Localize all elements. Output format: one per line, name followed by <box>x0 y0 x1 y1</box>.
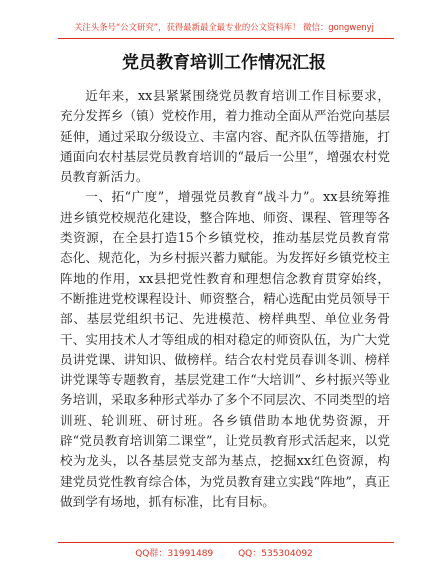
paragraph-intro: 近年来，xx县紧紧围绕党员教育培训工作目标要求，充分发挥乡（镇）党校作用，着力推动全面从严治党向基层延伸，通过采取分级设立、丰富内容、配齐队伍等措施，打通面向农村基层党员教育培训的“最后一公里”，增强农村党员教育新活力。 <box>60 88 390 185</box>
header-banner: 关注头条号“公文研究”，获得最新最全最专业的公文资料库！ 微信：gongwenyj <box>74 22 374 32</box>
header-divider <box>58 38 394 39</box>
footer-divider <box>58 542 394 543</box>
footer-qq: QQ：535304092 <box>238 549 313 559</box>
document-title: 党员教育培训工作情况汇报 <box>122 53 326 73</box>
paragraph-section-one: 一、拓“广度”，增强党员教育“战斗力”。xx县统筹推进乡镇党校规范化建设，整合阵地、师资、课程、管理等各类资源，在全县打造15个乡镇党校，推动基层党员教育常态化、规范化，为乡村振兴蓄力赋能。为发挥好乡镇党校主阵地的作用，xx县把党性教育和理想信念教育贯穿始终，不断推进党校课程设计、师资整合，精心选配由党员领导干部、基层党组织书记、先进模范、榜样典型、单位业务骨干、实用技术人才等组成的相对稳定的师资队伍，为广大党员讲党课、讲知识、做榜样。结合农村党员春训冬训、榜样讲党课等专题教育，基层党建工作“大培训”、乡村振兴等业务培训，采取多种形式举办了多个不同层次、不同类型的培训班、轮训班、研讨班。各乡镇借助本地优势资源，开辟“党员教育培训第二课堂”，让党员教育形式活起来，以党校为龙头，以各基层党支部为基点，挖掘xx红色资源，构建党员党性教育综合体，为党员教育建立实践“阵地”，真正做到学有场地，抓有标准，比有目标。 <box>60 189 390 509</box>
footer-contact <box>0 546 448 562</box>
document-body <box>60 86 390 512</box>
footer-qq-group: QQ群：31991489 <box>135 549 214 559</box>
